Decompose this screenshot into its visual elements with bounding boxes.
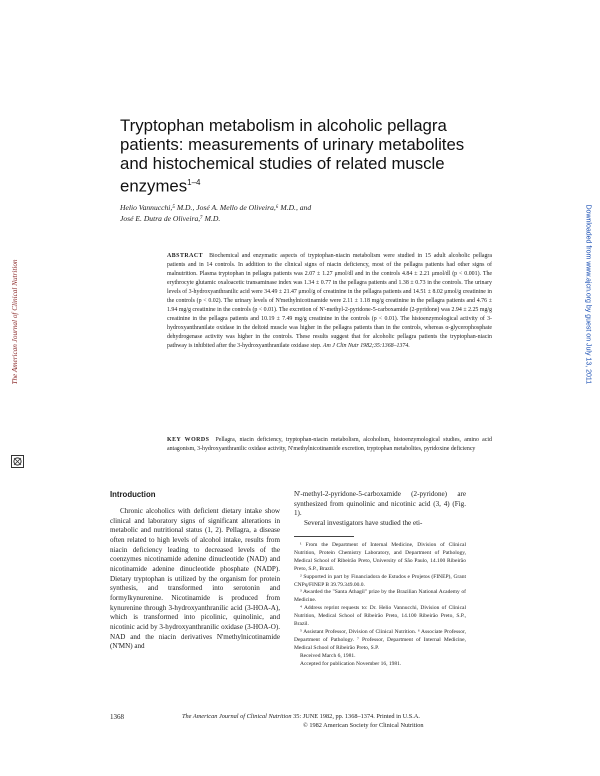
footnote: ² Supported in part by Financiadora de Estudos e Projetos (FINEP), Grant CNPq/FINEP B 39.79.349.00.0. — [294, 573, 466, 588]
footnote: ⁴ Address reprint requests to: Dr. Helio Vannucchi, Division of Clinical Nutrition, Medical School of Ribeirão Preto, 14.100 Ribeirão Preto, S.P., Brazil. — [294, 605, 466, 628]
authors — [120, 202, 480, 224]
footnote: ¹ From the Department of Internal Medicine, Division of Clinical Nutrition, Protein Chemistry Laboratory, and Department of Pathology, Medical School of Ribeirão Preto, University of São Paulo, 14.100 Ribeirão Preto, S.P., Brazil. — [294, 542, 466, 572]
footnote-accepted: Accepted for publication November 16, 1981. — [300, 660, 402, 667]
keywords — [167, 436, 492, 454]
footnote: ⁵ Assistant Professor, Division of Clinical Nutrition. ⁶ Associate Professor, Department of Pathology. ⁷ Professor, Department of Internal Medicine, Medical School of Ribeirão Preto, S.P. — [294, 628, 466, 651]
abstract-label: ABSTRACT — [167, 253, 204, 259]
abstract-citation: Am J Clin Nutr 1982;35:1368–1374. — [322, 343, 410, 350]
footer-citation — [182, 713, 482, 720]
footnote-received: Received March 6, 1981. — [300, 652, 356, 659]
authors-line-1: Helio Vannucchi,⁵ M.D., José A. Mello de Oliveira,⁶ M.D., and — [120, 203, 312, 212]
intro-column-2 — [294, 490, 466, 529]
footnotes — [294, 542, 466, 669]
footnote: ³ Awarded the "Santa Athagil" prize by the Brazilian National Academy of Medicine. — [294, 589, 466, 604]
abstract-text: Biochemical and enzymatic aspects of tryptophan-niacin metabolism were studied in 15 adult alcoholic pellagra patients and in 14 controls. In addition to the clinical signs of niacin deficiency, most of the pellagra patients had other signs of malnutrition. Plasma tryptophan in pellagra patients was 2.07 ± 1.27 μmol/dl and in the controls 4.84 ± 2.21 μmol/dl (p < 0.001). The erythrocyte glutamic oxaloacetic transaminase index was 1.34 ± 0.77 in the pellagra patients and 1.38 ± 0.73 in the controls. The urinary levels of 3-hydroxyanthranilic acid were 34.49 ± 21.47 μmol/g of creatinine in the pellagra patients and 14.51 ± 8.02 μmol/g creatinine in the controls (p < 0.02). The urinary levels of N'methylnicotinamide were 2.11 ± 1.18 mg/g creatinine in the pellagra patients and 4.76 ± 1.94 mg/g creatinine in the controls (p < 0.01). The excretion of N'-methyl-2-pyridone-5-carboxamide (2-pyridone) was 2.94 ± 2.25 mg/g creatinine in the pellagra patients and 10.19 ± 7.49 mg/g creatinine in the controls (p < 0.01). The histoenzymological activity of 3-hydroxyanthranilate oxidase in the deltoid muscle was higher in the pellagra patients than in the controls, whereas α-glycerophosphate dehydrogenase activity was higher in the controls. These results suggest that for alcoholic pellagra patients the tryptophan-niacin pathway is inhibited after the 3-hydroxyanthranilate oxidase step. — [167, 253, 492, 350]
keywords-label: KEY WORDS — [167, 437, 210, 443]
keywords-text: Pellagra, niacin deficiency, tryptophan-niacin metabolism, alcoholism, histoenzymological studies, amino acid antagonism, 3-hydroxyanthranilic oxidase activity, N'methylnicotinamide excretion, tryptophan metabolites, pyridoxine deficiency — [167, 437, 492, 452]
download-prefix: Downloaded from — [584, 204, 592, 262]
download-suffix: by guest on July 13, 2011 — [584, 302, 592, 385]
intro-column-1 — [110, 507, 280, 652]
footer-citation-text: 35: JUNE 1982, pp. 1368–1374. Printed in U.S.A. — [291, 713, 420, 720]
page-number: 1368 — [110, 713, 124, 721]
copyright: © 1982 American Society for Clinical Nutrition — [303, 722, 424, 729]
authors-line-2: José E. Dutra de Oliveira,⁷ M.D. — [120, 214, 221, 223]
footnote-rule — [294, 536, 354, 537]
title-text: Tryptophan metabolism in alcoholic pellagra patients: measurements of urinary metabolites and histochemical studies of related muscle enzymes — [120, 116, 465, 196]
side-journal-name: The American Journal of Clinical Nutrition — [11, 259, 19, 385]
journal-logo-icon — [11, 455, 24, 468]
download-notice — [585, 205, 592, 435]
download-link[interactable]: www.ajcn.org — [584, 261, 592, 303]
intro-paragraph-1: Chronic alcoholics with deficient dietary intake show clinical and laboratory signs of significant alterations in metabolic and nutritional status (1, 2). Pellagra, a disease often related to high levels of alcohol intake, results from niacin deficiency leading to decreased levels of the coenzymes nicotinamide adenine dinucleotide (NAD) and nicotinamide adenine dinucleotide phosphate (NADP). Dietary tryptophan is utilized by the organism for protein synthesis, and transformed into serotonin and formylkynurenine. Nicotinamide is produced from kynurenine through 3-hydroxyanthranilic acid (3-HOA-A), which is transformed into picolinic, quinolinic, and nicotinic acid by 3-hydroxyanthranilic oxidase (3-HOA-O). NAD and the niacin derivatives N'methylnicotinamide (N'MN) and — [110, 507, 280, 651]
article-title — [120, 116, 470, 196]
section-heading-introduction: Introduction — [110, 490, 156, 499]
title-footnote-ref: 1–4 — [187, 178, 201, 187]
intro-paragraph-2: Several investigators have studied the eti- — [304, 518, 423, 527]
intro-paragraph-1-continued: N'-methyl-2-pyridone-5-carboxamide (2-pyridone) are synthesized from quinolinic and nicotinic acid (3, 4) (Fig. 1). — [294, 490, 466, 518]
footer-journal-name: The American Journal of Clinical Nutrition — [182, 713, 292, 720]
abstract — [167, 252, 492, 352]
